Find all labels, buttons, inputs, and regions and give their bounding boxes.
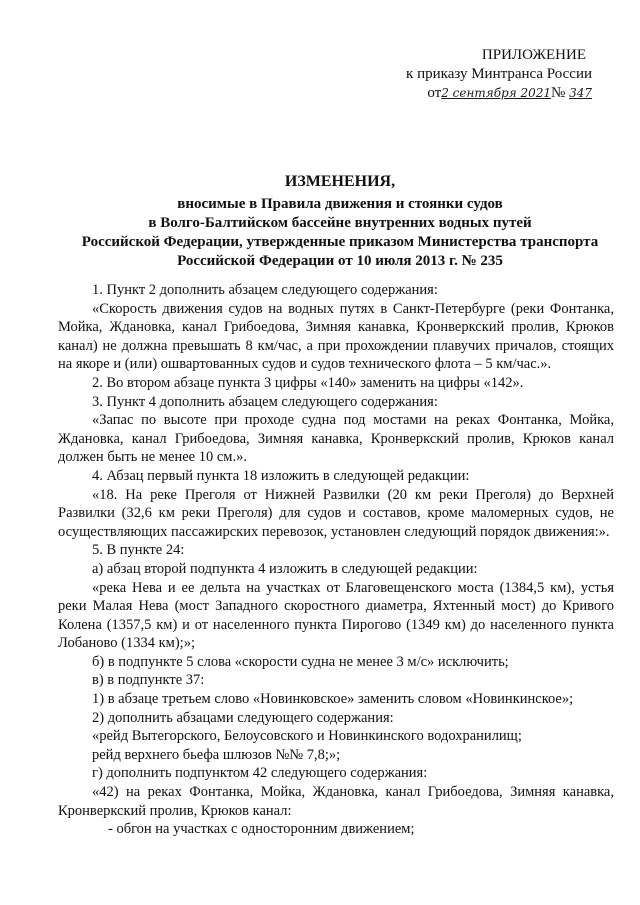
appendix-date-line (362, 84, 592, 103)
handwritten-number: 347 (569, 86, 592, 100)
date-prefix: от (427, 85, 442, 101)
appendix-subtitle: к приказу Минтранса России (406, 66, 592, 82)
heading-line: Российской Федерации, утвержденные приказом Министерства транспорта (81, 234, 599, 250)
paragraph: в) в подпункте 37: (92, 672, 205, 689)
paragraph: 3. Пункт 4 дополнить абзацем следующего содержания: (92, 393, 438, 410)
number-label: № (551, 85, 566, 101)
appendix-title: ПРИЛОЖЕНИЕ (481, 47, 586, 63)
paragraph: 1. Пункт 2 дополнить абзацем следующего содержания: (92, 282, 438, 298)
document-heading (60, 172, 620, 271)
paragraph: «18. На реке Преголя от Нижней Развилки (20 км реки Преголя) до Верхней Развилки (32,6 км реки Преголя) для судов и составов, кроме маломерных судов, не осуществляющих пассажирских перевозок, установлен следующий порядок движения:». (58, 486, 614, 540)
paragraph: а) абзац второй подпункта 4 изложить в следующей редакции: (92, 560, 478, 577)
paragraph: 4. Абзац первый пункта 18 изложить в следующей редакции: (92, 467, 470, 484)
paragraph: г) дополнить подпунктом 42 следующего содержания: (92, 765, 428, 782)
heading-line: в Волго-Балтийском бассейне внутренних водных путей (148, 215, 532, 231)
document-body (58, 281, 614, 839)
paragraph: «рейд Вытегорского, Белоусовского и Новинкинского водохранилищ; (92, 728, 522, 745)
paragraph: «Скорость движения судов на водных путях в Санкт-Петербурге (реки Фонтанка, Мойка, Ждановка, канал Грибоедова, Зимняя канавка, Кронверкский пролив, Крюков канал) не должна превышать 8 км/час, а при прохождении плавучих причалов, стоящих на якоре и (или) ошвартованных судов и судов технического флота – 5 км/час.». (58, 300, 614, 373)
handwritten-date: 2 сентября 2021 (441, 86, 552, 100)
paragraph: 5. В пункте 24: (92, 542, 185, 559)
paragraph: 1) в абзаце третьем слово «Новинковское» заменить словом «Новинкинское»; (92, 691, 574, 708)
appendix-header (362, 46, 592, 103)
paragraph: рейд верхнего бьефа шлюзов №№ 7,8;»; (92, 746, 341, 763)
paragraph: «42) на реках Фонтанка, Мойка, Ждановка, канал Грибоедова, Зимняя канавка, Кронверкский пролив, Крюков канал: (58, 784, 614, 819)
paragraph: - обгон на участках с односторонним движением; (108, 821, 415, 838)
paragraph: 2) дополнить абзацами следующего содержания: (92, 709, 394, 726)
paragraph: «река Нева и ее дельта на участках от Благовещенского моста (1384,5 км), устья реки Малая Нева (мост Западного скоростного диаметра, Яхтенный мост) до Кривого Колена (1357,5 км) и от населенного пункта Пирогово (1349 км) до населенного пункта Лобаново (1334 км);»; (58, 579, 614, 652)
heading-title: ИЗМЕНЕНИЯ, (284, 173, 396, 190)
paragraph: 2. Во втором абзаце пункта 3 цифры «140» заменить на цифры «142». (92, 374, 524, 391)
heading-line: Российской Федерации от 10 июля 2013 г. № 235 (177, 253, 503, 269)
paragraph: «Запас по высоте при проходе судна под мостами на реках Фонтанка, Мойка, Ждановка, канал Грибоедова, Зимняя канавка, Кронверкский пролив, Крюков канал должен быть не менее 10 см.». (58, 412, 614, 466)
heading-line: вносимые в Правила движения и стоянки судов (177, 196, 503, 212)
paragraph: б) в подпункте 5 слова «скорости судна не менее 3 м/с» исключить; (92, 653, 509, 670)
